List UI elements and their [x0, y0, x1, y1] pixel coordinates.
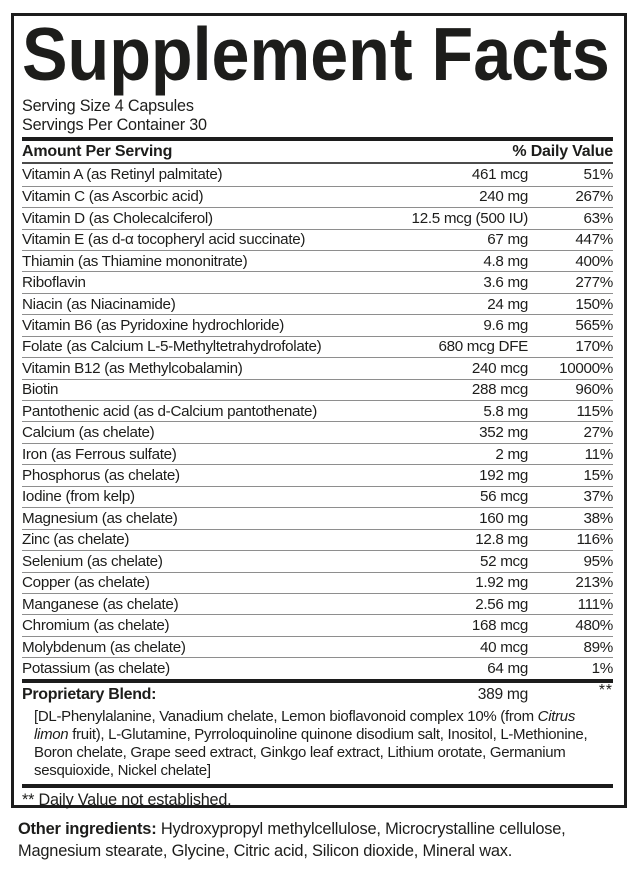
other-ingredients	[18, 819, 612, 862]
supplement-facts-panel	[11, 13, 627, 808]
nutrient-dv: 15%	[583, 467, 613, 485]
nutrient-name: Manganese (as chelate)	[22, 595, 179, 613]
nutrient-row	[22, 529, 613, 550]
nutrient-dv: 447%	[575, 231, 613, 249]
daily-value-header: % Daily Value	[512, 143, 613, 161]
nutrient-name: Phosphorus (as chelate)	[22, 467, 180, 485]
nutrient-name: Iodine (from kelp)	[22, 488, 135, 506]
other-ingredients-label: Other ingredients:	[18, 820, 157, 838]
nutrient-row	[22, 336, 613, 357]
nutrient-name: Pantothenic acid (as d-Calcium pantothenate)	[22, 402, 317, 420]
serving-info	[22, 97, 613, 134]
proprietary-blend-row	[22, 683, 613, 708]
nutrient-dv: 170%	[575, 338, 613, 356]
nutrient-dv: 213%	[575, 574, 613, 592]
nutrient-name: Niacin (as Niacinamide)	[22, 295, 176, 313]
nutrient-rows	[22, 164, 613, 679]
blend-dv-asterisks: **	[598, 681, 613, 699]
nutrient-row	[22, 229, 613, 250]
nutrient-row	[22, 593, 613, 614]
nutrient-row	[22, 636, 613, 657]
nutrient-name: Iron (as Ferrous sulfate)	[22, 445, 177, 463]
nutrient-name: Vitamin A (as Retinyl palmitate)	[22, 166, 223, 184]
nutrient-name: Vitamin B6 (as Pyridoxine hydrochloride)	[22, 316, 285, 334]
nutrient-name: Riboflavin	[22, 274, 86, 292]
daily-value-footnote: ** Daily Value not established.	[22, 790, 232, 809]
nutrient-dv: 960%	[575, 381, 613, 399]
nutrient-amount: 4.8 mg	[483, 252, 528, 270]
nutrient-amount: 288 mcg	[471, 381, 528, 399]
nutrient-row	[22, 614, 613, 635]
servings-per-container: Servings Per Container 30	[22, 115, 207, 134]
nutrient-amount: 160 mg	[479, 509, 528, 527]
nutrient-name: Molybdenum (as chelate)	[22, 638, 186, 656]
nutrient-row	[22, 486, 613, 507]
nutrient-dv: 565%	[575, 316, 613, 334]
nutrient-name: Thiamin (as Thiamine mononitrate)	[22, 252, 248, 270]
nutrient-dv: 1%	[591, 659, 613, 677]
nutrient-amount: 192 mg	[479, 467, 528, 485]
blend-amount: 389 mg	[477, 685, 528, 703]
nutrient-amount: 240 mg	[479, 188, 528, 206]
nutrient-dv: 10000%	[559, 359, 613, 377]
panel-title: Supplement Facts	[22, 12, 610, 96]
nutrient-amount: 40 mcg	[479, 638, 528, 656]
nutrient-name: Folate (as Calcium L-5-Methyltetrahydrofolate)	[22, 338, 322, 356]
nutrient-amount: 67 mg	[487, 231, 528, 249]
nutrient-name: Biotin	[22, 381, 59, 399]
nutrient-name: Calcium (as chelate)	[22, 424, 155, 442]
nutrient-dv: 267%	[575, 188, 613, 206]
nutrient-row	[22, 271, 613, 292]
nutrient-dv: 63%	[583, 209, 613, 227]
nutrient-amount: 680 mcg DFE	[438, 338, 528, 356]
blend-name: Proprietary Blend:	[22, 685, 157, 703]
blend-description-part2: fruit), L-Glutamine, Pyrroloquinoline quinone disodium salt, Inositol, L-Methionine, Boron chelate, Grape seed extract, Ginkgo leaf extract, Lithium orotate, Germanium sesquioxide, Nickel chelate]	[34, 725, 588, 780]
nutrient-amount: 12.8 mg	[475, 531, 528, 549]
nutrient-dv: 116%	[576, 531, 613, 549]
nutrient-name: Chromium (as chelate)	[22, 617, 170, 635]
nutrient-amount: 461 mcg	[471, 166, 528, 184]
nutrient-name: Vitamin C (as Ascorbic acid)	[22, 188, 204, 206]
nutrient-row	[22, 421, 613, 442]
serving-size: Serving Size 4 Capsules	[22, 97, 194, 115]
nutrient-row	[22, 657, 613, 678]
table-header-row	[22, 141, 613, 164]
nutrient-row	[22, 314, 613, 335]
nutrient-amount: 56 mcg	[479, 488, 528, 506]
nutrient-dv: 51%	[583, 166, 613, 184]
nutrient-amount: 168 mcg	[471, 617, 528, 635]
nutrient-amount: 52 mcg	[479, 552, 528, 570]
nutrient-row	[22, 164, 613, 185]
nutrient-amount: 5.8 mg	[483, 402, 528, 420]
nutrient-amount: 12.5 mcg (500 IU)	[411, 209, 528, 227]
nutrient-dv: 480%	[575, 617, 613, 635]
nutrient-row	[22, 207, 613, 228]
nutrient-dv: 38%	[583, 509, 613, 527]
nutrient-amount: 2 mg	[495, 445, 528, 463]
nutrient-dv: 277%	[575, 274, 613, 292]
nutrient-row	[22, 507, 613, 528]
nutrient-amount: 240 mcg	[471, 359, 528, 377]
nutrient-row	[22, 550, 613, 571]
nutrient-row	[22, 572, 613, 593]
nutrient-name: Magnesium (as chelate)	[22, 509, 178, 527]
other-ingredients-text: Hydroxypropyl methylcellulose, Microcrystalline cellulose, Magnesium stearate, Glycine, Citric acid, Silicon dioxide, Mineral wax.	[18, 820, 566, 860]
nutrient-dv: 111%	[577, 595, 613, 613]
nutrient-dv: 37%	[583, 488, 613, 506]
nutrient-dv: 95%	[583, 552, 613, 570]
nutrient-amount: 64 mg	[487, 659, 528, 677]
nutrient-row	[22, 400, 613, 421]
nutrient-name: Zinc (as chelate)	[22, 531, 130, 549]
nutrient-row	[22, 464, 613, 485]
blend-description	[22, 708, 596, 781]
nutrient-amount: 352 mg	[479, 424, 528, 442]
nutrient-name: Selenium (as chelate)	[22, 552, 163, 570]
nutrient-dv: 11%	[584, 445, 613, 463]
nutrient-amount: 1.92 mg	[475, 574, 528, 592]
nutrient-row	[22, 443, 613, 464]
nutrient-name: Copper (as chelate)	[22, 574, 150, 592]
amount-per-serving-header: Amount Per Serving	[22, 143, 173, 161]
nutrient-name: Vitamin E (as d-α tocopheryl acid succinate)	[22, 231, 306, 249]
nutrient-row	[22, 357, 613, 378]
nutrient-dv: 400%	[575, 252, 613, 270]
nutrient-name: Potassium (as chelate)	[22, 659, 170, 677]
nutrient-dv: 89%	[583, 638, 613, 656]
nutrient-dv: 27%	[583, 424, 613, 442]
nutrient-name: Vitamin D (as Cholecalciferol)	[22, 209, 213, 227]
nutrient-amount: 24 mg	[487, 295, 528, 313]
nutrient-row	[22, 186, 613, 207]
nutrient-row	[22, 250, 613, 271]
blend-description-part1: [DL-Phenylalanine, Vanadium chelate, Lemon bioflavonoid complex 10% (from	[34, 707, 538, 725]
nutrient-dv: 115%	[576, 402, 613, 420]
nutrient-amount: 2.56 mg	[475, 595, 528, 613]
nutrient-amount: 3.6 mg	[483, 274, 528, 292]
nutrient-row	[22, 293, 613, 314]
nutrient-amount: 9.6 mg	[483, 316, 528, 334]
blend-description-botanical-name: Citrus limon	[34, 707, 576, 743]
nutrient-row	[22, 379, 613, 400]
nutrient-name: Vitamin B12 (as Methylcobalamin)	[22, 359, 243, 377]
nutrient-dv: 150%	[575, 295, 613, 313]
